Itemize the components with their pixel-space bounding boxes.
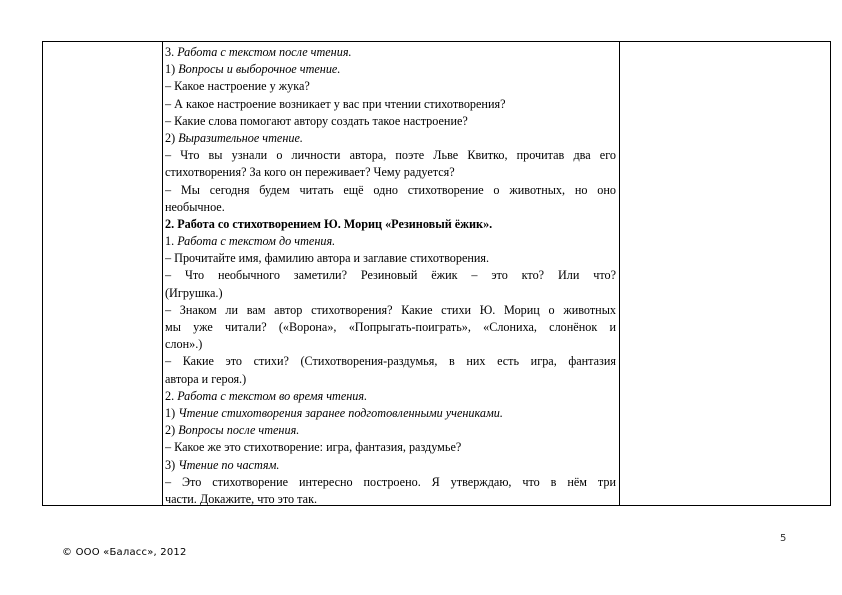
text-line [165, 302, 616, 319]
line-text: автора и героя.) [165, 371, 247, 386]
line-text: мы уже читали? («Ворона», «Попрыгать-поиграть», «Слониха, слонёнок и [165, 320, 616, 334]
text-line [165, 336, 616, 353]
line-text: – Какое же это стихотворение: игра, фантазия, раздумье? [165, 440, 462, 455]
line-text: – Прочитайте имя, фамилию автора и заглавие стихотворения. [165, 251, 490, 266]
line-text: 2) [165, 130, 179, 145]
text-line [165, 285, 616, 302]
copyright-footer: © ООО «Баласс», 2012 [62, 547, 187, 558]
text-line [165, 371, 616, 388]
text-line [165, 182, 616, 199]
text-line [165, 147, 616, 164]
line-text: – Знаком ли вам автор стихотворения? Какие стихи Ю. Мориц о животных [165, 302, 616, 317]
text-line [165, 439, 616, 456]
line-italic-text: Чтение стихотворения заранее подготовленными учениками. [178, 405, 503, 420]
line-text: (Игрушка.) [165, 285, 223, 300]
text-line [165, 474, 616, 491]
text-line [165, 44, 616, 61]
column-divider-left [162, 42, 163, 505]
text-line [165, 96, 616, 113]
line-italic-text: Вопросы и выборочное чтение. [178, 62, 341, 77]
line-text: 1) [165, 62, 179, 77]
text-line [165, 422, 616, 439]
line-text: – Что вы узнали о личности автора, поэте Льве Квитко, прочитав два его [165, 148, 616, 163]
text-line [165, 250, 616, 267]
text-line [165, 319, 616, 336]
text-line [165, 353, 616, 370]
text-line [165, 199, 616, 216]
line-text: слон».) [165, 337, 203, 352]
text-line [165, 457, 616, 474]
text-line [165, 233, 616, 250]
line-italic-text: Выразительное чтение. [178, 130, 303, 145]
line-italic-text: Чтение по частям. [178, 457, 280, 472]
text-line [165, 113, 616, 130]
line-text: – Какие слова помогают автору создать такое настроение? [165, 113, 468, 128]
text-line [165, 78, 616, 95]
column-divider-right [619, 42, 620, 505]
line-italic-text: Работа с текстом во время чтения. [177, 388, 368, 403]
text-line [165, 491, 616, 508]
line-text: 2) [165, 423, 179, 438]
line-text: – Это стихотворение интересно построено. Я утверждаю, что в нём три [165, 474, 616, 489]
text-line [165, 216, 616, 233]
line-text: 2. [165, 388, 178, 403]
text-line [165, 164, 616, 181]
line-italic-text: Работа с текстом после чтения. [177, 45, 352, 59]
line-text: – Мы сегодня будем читать ещё одно стихотворение о животных, но оно [165, 182, 616, 197]
line-text: 1. [165, 234, 178, 249]
section-heading: 2. Работа со стихотворением Ю. Мориц «Резиновый ёжик». [165, 216, 493, 231]
line-text: – Какие это стихи? (Стихотворения-раздумья, в них есть игра, фантазия [165, 354, 616, 369]
line-text: – А какое настроение возникает у вас при чтении стихотворения? [165, 96, 506, 111]
line-text: – Какое настроение у жука? [165, 79, 310, 94]
text-line [165, 267, 616, 284]
line-text: 3. [165, 45, 178, 59]
lesson-table [42, 41, 831, 506]
lesson-content-cell [165, 44, 616, 508]
line-italic-text: Работа с текстом до чтения. [177, 234, 336, 249]
line-text: 1) [165, 405, 179, 420]
text-line [165, 61, 616, 78]
line-text: – Что необычного заметили? Резиновый ёжик – это кто? Или что? [165, 268, 616, 283]
text-line [165, 388, 616, 405]
line-italic-text: Вопросы после чтения. [178, 423, 300, 438]
text-line [165, 130, 616, 147]
line-text: необычное. [165, 199, 225, 214]
text-line [165, 405, 616, 422]
page-number: 5 [780, 533, 787, 544]
line-text: стихотворения? За кого он переживает? Чему радуется? [165, 165, 455, 180]
line-text: части. Докажите, что это так. [165, 491, 318, 506]
line-text: 3) [165, 457, 179, 472]
